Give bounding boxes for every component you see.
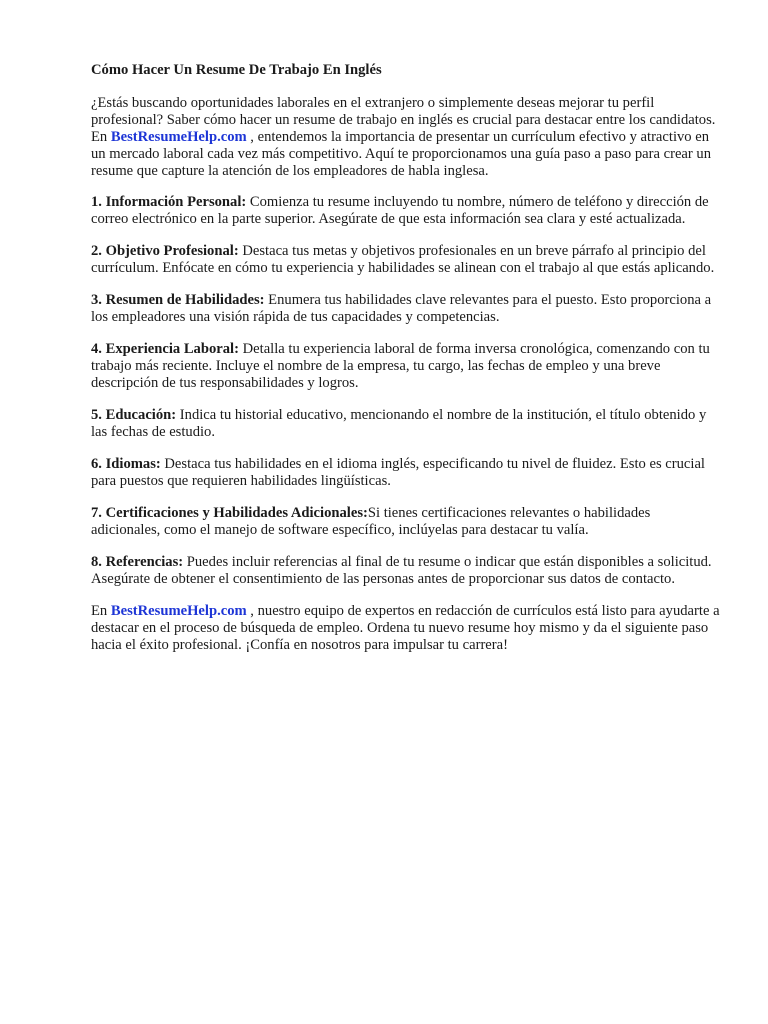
section-text: Detalla tu experiencia laboral de forma inversa cronológica, comenzando con tu trabajo más reciente. Incluye el nombre de la empresa, tu cargo, las fechas de empleo y una breve descripción de tus responsabilidades y logros. — [91, 341, 710, 391]
section-text: Destaca tus habilidades en el idioma inglés, especificando tu nivel de fluidez. Esto es crucial para puestos que requieren habilidades lingüísticas. — [91, 456, 705, 489]
section-heading: 5. Educación: — [91, 407, 177, 423]
section-references — [91, 554, 721, 588]
section-languages — [91, 456, 721, 490]
section-heading: 6. Idiomas: — [91, 456, 161, 472]
section-work-experience — [91, 341, 721, 392]
section-personal-info — [91, 194, 721, 228]
section-text: Indica tu historial educativo, mencionando el nombre de la institución, el título obtenido y las fechas de estudio. — [91, 407, 707, 440]
section-education — [91, 407, 721, 441]
closing-site-link[interactable]: BestResumeHelp.com — [110, 603, 247, 619]
section-text: Comienza tu resume incluyendo tu nombre, número de teléfono y dirección de correo electrónico en la parte superior. Asegúrate de que esta información sea clara y esté actualizada. — [91, 194, 709, 227]
document-title: Cómo Hacer Un Resume De Trabajo En Inglés — [91, 62, 382, 78]
section-certifications — [91, 505, 721, 539]
section-heading: 8. Referencias: — [91, 554, 184, 570]
section-heading: 1. Información Personal: — [91, 194, 247, 210]
intro-text-before: ¿Estás buscando oportunidades laborales en el extranjero o simplemente deseas mejorar tu perfil profesional? Saber cómo hacer un resume de trabajo en inglés es crucial para destacar entre los candidatos. En — [91, 95, 716, 145]
closing-text-before: En — [91, 603, 111, 619]
section-skills-summary — [91, 292, 721, 326]
section-heading: 7. Certificaciones y Habilidades Adicionales: — [91, 505, 368, 521]
intro-site-link[interactable]: BestResumeHelp.com — [110, 129, 247, 145]
closing-paragraph — [91, 603, 721, 654]
intro-text-after: , entendemos la importancia de presentar un currículum efectivo y atractivo en un mercado laboral cada vez más competitivo. Aquí te proporcionamos una guía paso a paso para crear un resume que capture la atención de los empleadores de habla inglesa. — [91, 129, 712, 179]
intro-paragraph — [91, 95, 721, 180]
section-text: Puedes incluir referencias al final de tu resume o indicar que están disponibles a solicitud. Asegúrate de obtener el consentimiento de las personas antes de proporcionar sus datos de contacto. — [91, 554, 712, 587]
section-text: Enumera tus habilidades clave relevantes para el puesto. Esto proporciona a los empleadores una visión rápida de tus capacidades y competencias. — [91, 292, 712, 325]
document-page — [91, 62, 721, 669]
section-heading: 2. Objetivo Profesional: — [91, 243, 239, 259]
closing-text-after: , nuestro equipo de expertos en redacción de currículos está listo para ayudarte a destacar en el proceso de búsqueda de empleo. Ordena tu nuevo resume hoy mismo y da el siguiente paso hacia el éxito profesional. ¡Confía en nosotros para impulsar tu carrera! — [91, 603, 720, 653]
section-heading: 3. Resumen de Habilidades: — [91, 292, 265, 308]
section-text: Si tienes certificaciones relevantes o habilidades adicionales, como el manejo de software específico, inclúyelas para destacar tu valía. — [91, 505, 651, 538]
section-heading: 4. Experiencia Laboral: — [91, 341, 239, 357]
section-professional-objective — [91, 243, 721, 277]
section-text: Destaca tus metas y objetivos profesionales en un breve párrafo al principio del currículum. Enfócate en cómo tu experiencia y habilidades se alinean con el trabajo al que estás aplicando. — [91, 243, 715, 276]
